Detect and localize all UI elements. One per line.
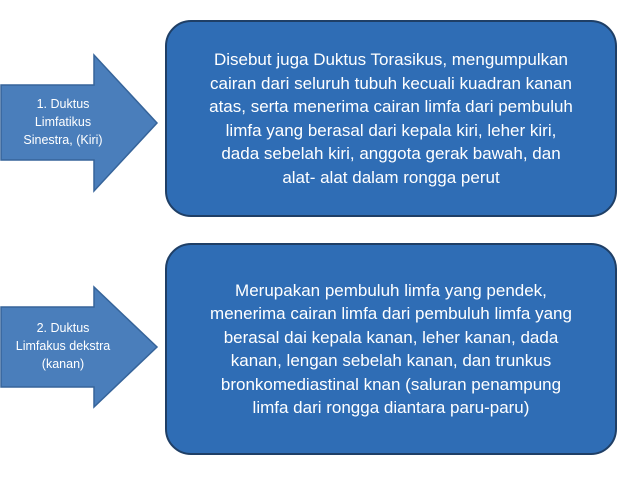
arrow-duktus-dekstra xyxy=(0,275,160,435)
description-box-dekstra xyxy=(165,243,617,455)
description-text: Merupakan pembuluh limfa yang pendek, menerima cairan limfa dari pembuluh limfa yang berasal dai kepala kanan, leher kanan, dada kanan, lengan sebelah kanan, dan trunkus bronkomediastinal knan (saluran penampung limfa dari rongga diantara paru-paru) xyxy=(210,280,572,417)
description-box-sinistra xyxy=(165,20,617,217)
description-text: Disebut juga Duktus Torasikus, mengumpulkan cairan dari seluruh tubuh kecuali kuadran kanan atas, serta menerima cairan limfa dari pembuluh limfa yang berasal dari kepala kiri, leher kiri, dada sebelah kiri, anggota gerak bawah, dan alat- alat dalam rongga perut xyxy=(209,50,573,187)
arrow-duktus-sinistra xyxy=(0,40,160,200)
arrow-label: 2. Duktus Limfakus dekstra (kanan) xyxy=(15,321,111,371)
arrow-label: 1. Duktus Limfatikus Sinestra, (Kiri) xyxy=(23,97,103,147)
